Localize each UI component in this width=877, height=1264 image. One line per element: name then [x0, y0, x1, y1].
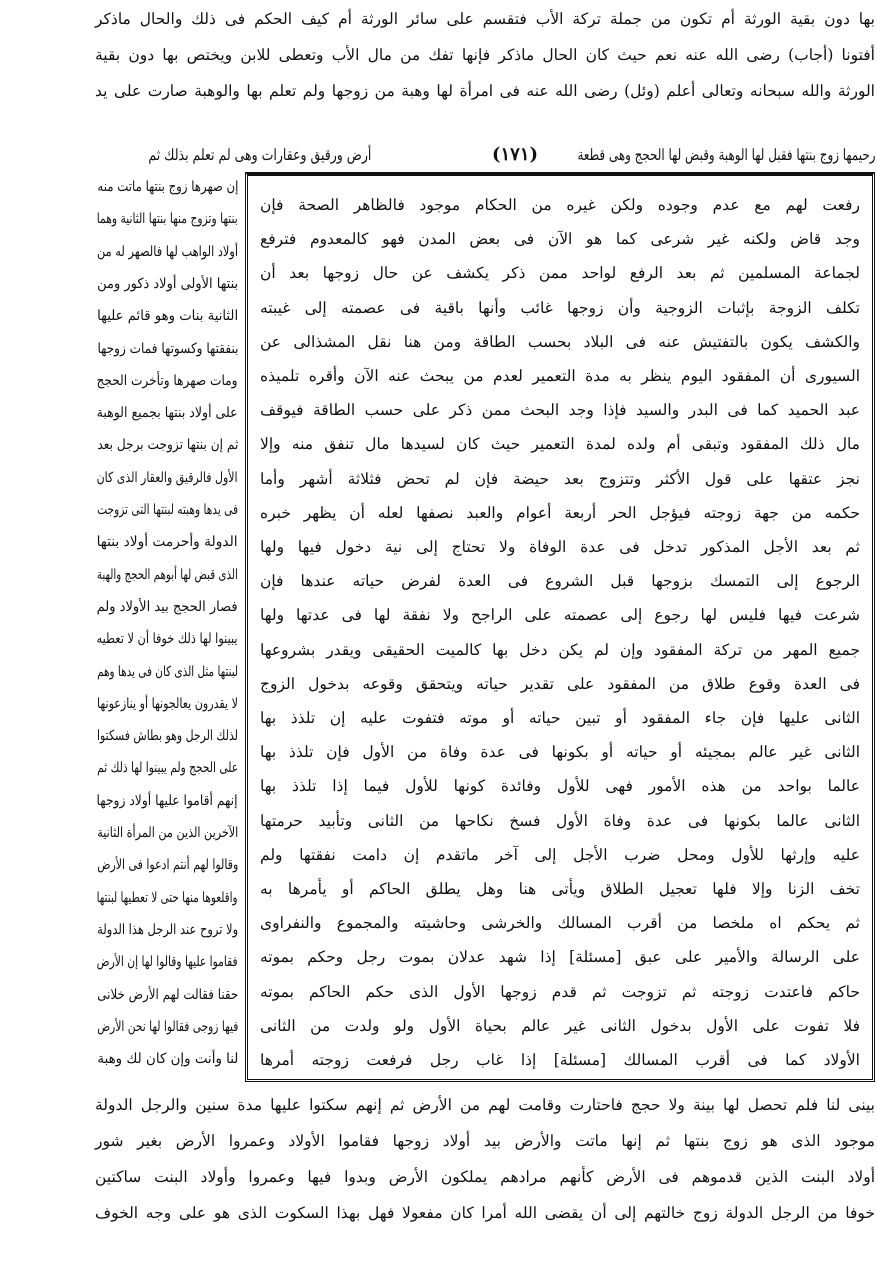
box-text-line: تكلف الزوجة بإثبات الزوجية وأن زوجها غائب وأنها باقية فى عصمته إلى غيبته	[260, 298, 860, 317]
margin-text-line: بنتها وتزوج منها بنتها الثانية وهما	[97, 211, 238, 228]
margin-text-line: واقلعوها منها حتى لا تعطيها لبنتها	[97, 889, 238, 906]
box-text-line: ثم يحكم اه ملخصا من أقرب المسالك والخرشى وحاشيته والمجموع والنفراوى	[260, 914, 860, 933]
margin-text-line: فصار الحجج بيد الأولاد ولم	[97, 598, 238, 615]
box-text-line: رفعت لهم مع عدم وجوده ولكن غيره من الحكام موجود فالظاهر الصحة فإن	[260, 196, 860, 214]
box-text-line: الأولاد كما فى أقرب المسالك [مسئلة] إذا غاب رجل فرفعت زوجته أمرها	[260, 1051, 860, 1069]
margin-text-line: فى يدها وهبته لبنتها التى تزوجت	[97, 502, 238, 518]
margin-text-line: على أولاد بنتها بجميع الوهبة	[97, 405, 238, 422]
margin-text-line: لا يقدرون يعالجونها أو ينازعونها	[97, 695, 238, 712]
box-text-line: الثانى غير عالم بمجيئه أو حياته أو بكونها فى عدة وفاة من الأول فإن تلذذ بها	[260, 743, 860, 762]
box-text-line: وجد قاض ولكنه غير شرعى كما هو الآن فى بعض المدن فهو كالمعدوم فترفع	[260, 230, 860, 249]
margin-text-line: لبنتها مثل الذى كان فى يدها وهم	[97, 663, 238, 680]
text-line: أولاد البنت الذين قدموهم فى الأرض كأنهم مرادهم يملكون الأرض وبدوا فيها وعمروا وأولاد البنت ساكتين	[95, 1168, 875, 1186]
box-text-line: فى العدة وقوع طلاق من المفقود على تقدير حياته ويتحقق وقوعه بدخول الزوج	[260, 674, 860, 693]
margin-text-line: الآخرين الذين من المرأة الثانية	[97, 825, 238, 841]
text-line: موجود الذى هو زوج بنتها ثم إنها ماتت والأرض بيد أولاد زوجها فقاموا الأولاد وعمروا الأرض بغير شور	[95, 1132, 875, 1150]
margin-text-line: وقالوا لهم أنتم ادعوا فى الأرض	[97, 857, 238, 874]
box-text-line: حاكم فاعتدت زوجته ثم تزوجت ثم قدم زوجها الأول الذى حكم الحاكم بموته	[260, 982, 860, 1001]
text-line: بها دون بقية الورثة أم تكون من جملة تركة الأب فتقسم على سائر الورثة أم كيف الحكم فى ذلك والحال ماذكر	[95, 10, 875, 28]
margin-text-line: الثانية بنات وهو قائم عليها	[97, 308, 238, 325]
text-line: الورثة والله سبحانه وتعالى أعلم (وئل) رضى الله عنه فى امرأة لها وهبة من زوجها ولم تعلم بها والوهبة صارت على يد	[95, 82, 875, 100]
text-line: أفتونا (أجاب) رضى الله عنه نعم حيث كان الحال ماذكر فإنها تفك من مال الأب وتعطى للابن ويختص بها دون بقية	[95, 46, 875, 64]
box-text-line: حكمه من جهة زوجته فيؤجل الحر أربعة أعوام والعبد نصفها لعله أن يظهر خبره	[260, 503, 860, 522]
box-text-line: شرعت فيها فليس لها رجوع إلى عصمته على الراجح ولا نفقة لها فى عدتها ولها	[260, 606, 860, 625]
text-line: خوفا من الرجل الدولة زوج خالتهم إلى أن يقضى الله أمرا كان مفعولا فهل بهذا السكوت الذى هو على وجه الخوف	[95, 1204, 875, 1222]
margin-text-line: على الحجج ولم يبينوا لها ذلك ثم	[97, 760, 238, 777]
box-text-line: تخف الزنا وإلا فلها تعجيل الطلاق ويأتى هنا وهل يطلق الحاكم أو يأمرها به	[260, 880, 860, 898]
box-text-line: لجماعة المسلمين ثم بعد الرفع لواحد ممن ذكر يكشف عن حال زوجها بعد أن	[260, 264, 860, 283]
margin-text-line: فقاموا عليها وقالوا لها إن الأرض	[97, 954, 238, 971]
box-text-line: على الرسالة والأمير على عبق [مسئلة] إذا شهد عدلان بموت رجل وحكم بموته	[260, 948, 860, 967]
margin-text-line: حقنا فقالت لهم الأرض خلانى	[97, 986, 238, 1003]
margin-text-line: ثم إن بنتها تزوجت برجل بعد	[97, 437, 238, 454]
margin-text-line: بنفقتها وكسوتها فمات زوجها	[97, 340, 238, 357]
margin-text-line: أولاد الواهب لها فالصهر له من	[97, 243, 238, 260]
box-text-line: عليه وإرثها للأول ومحل ضرب الأجل إلى آخر ماتقدم إن دامت نفقتها ولم	[260, 845, 860, 864]
margin-text-line: فيها زوجى فقالوا لها نحن الأرض	[97, 1018, 238, 1035]
box-text-line: الثانى عليها فإن جاء المفقود أو تبين حياته أو موته فتفوت عليه إن تلذذ بها	[260, 709, 860, 727]
box-text-line: فلا تفوت على الأول بدخول الثانى غير عالم بحياة الأول ولو ولدت من الثانى	[260, 1016, 860, 1035]
header-text-right: رحيمها زوج بنتها فقبل لها الوهبة وقبض لها الحجج وهى قطعة	[577, 146, 875, 164]
box-text-line: عبد الحميد كما فى البدر والسيد فإذا وجد البحث ممن ذكر على حسب الطاقة فيوقف	[260, 401, 860, 420]
margin-text-line: الدولة وأحرمت أولاد بنتها	[97, 534, 238, 551]
page-number: (١٧١)	[491, 144, 539, 165]
text-line: بينى لنا فلم تحصل لها بينة ولا حجج فاحتارت وقامت لهم من الأرض ثم إنهم سكتوا عليها مدة سنين والرجل الدولة	[95, 1096, 875, 1114]
page-header	[95, 140, 875, 170]
box-text-line: جميع المهر من تركة المفقود وإن لم يكن دخل بها كالميت الحقيقى ويقدر بشروعها	[260, 640, 860, 659]
margin-text-line: ولا تروح عند الرجل هذا الدولة	[97, 921, 238, 938]
margin-text-line: لنا وأنت وإن كان لك وهبة	[97, 1051, 238, 1068]
margin-text-line: ومات صهرها وتأخرت الحجج	[97, 372, 238, 389]
box-text-line: الرجوع إلى التمسك بزوجها قبل الشروع فى العدة لفرض حياته عندها فإن	[260, 572, 860, 591]
box-text-line: والكشف يكون بالتفتيش عنه فى البلاد بحسب الطاقة ومن هنا نقل المشذالى عن	[260, 332, 860, 351]
margin-text-line: الأول فالرقيق والعقار الذى كان	[97, 469, 238, 486]
main-text-box	[245, 172, 875, 1082]
margin-text-line: لذلك الرجل وهو بطاش فسكتوا	[97, 728, 238, 745]
box-text-line: نجز عتقها على قول الأكثر وتتزوج بعد حيضة فإن لم تحض فثلاثة أشهر وأما	[260, 469, 860, 488]
box-text-line: مال ذلك المفقود وتبقى أم ولده لمدة التعمير حيث كان لسيدها مال تنفق منه وإلا	[260, 435, 860, 454]
box-text-line: الثانى عالما بكونها فى عدة وفاة الأول فسخ نكاحها من الثانى وتأبيد حرمتها	[260, 811, 860, 830]
margin-text-line: الذى قبض لها أبوهم الحجج والهبة	[97, 566, 238, 583]
margin-text-line: إن صهرها زوج بنتها ماتت منه	[97, 179, 238, 195]
box-text-line: السيورى أن المفقود اليوم ينظر به مدة التعمير لعدم من يبحث عنه الآن وأقره تلميذه	[260, 367, 860, 385]
box-text-line: عالما بواحد من هذه الأمور فهى للأول وفائدة كونها للأول فيما إذا تلذذ بها	[260, 777, 860, 796]
header-text-left: أرض ورقيق وعقارات وهى لم تعلم بذلك ثم	[148, 146, 372, 164]
margin-text-line: إنهم أقاموا عليها أولاد زوجها	[97, 792, 238, 809]
box-text-line: ثم بعد الأجل المذكور تدخل فى عدة الوفاة ولا تحتاج إلى نية دخول فيها ولها	[260, 538, 860, 556]
margin-text-line: بنتها الأولى أولاد ذكور ومن	[97, 275, 238, 292]
margin-text-line: يبينوا لها ذلك خوفا أن لا تعطيه	[97, 631, 238, 648]
